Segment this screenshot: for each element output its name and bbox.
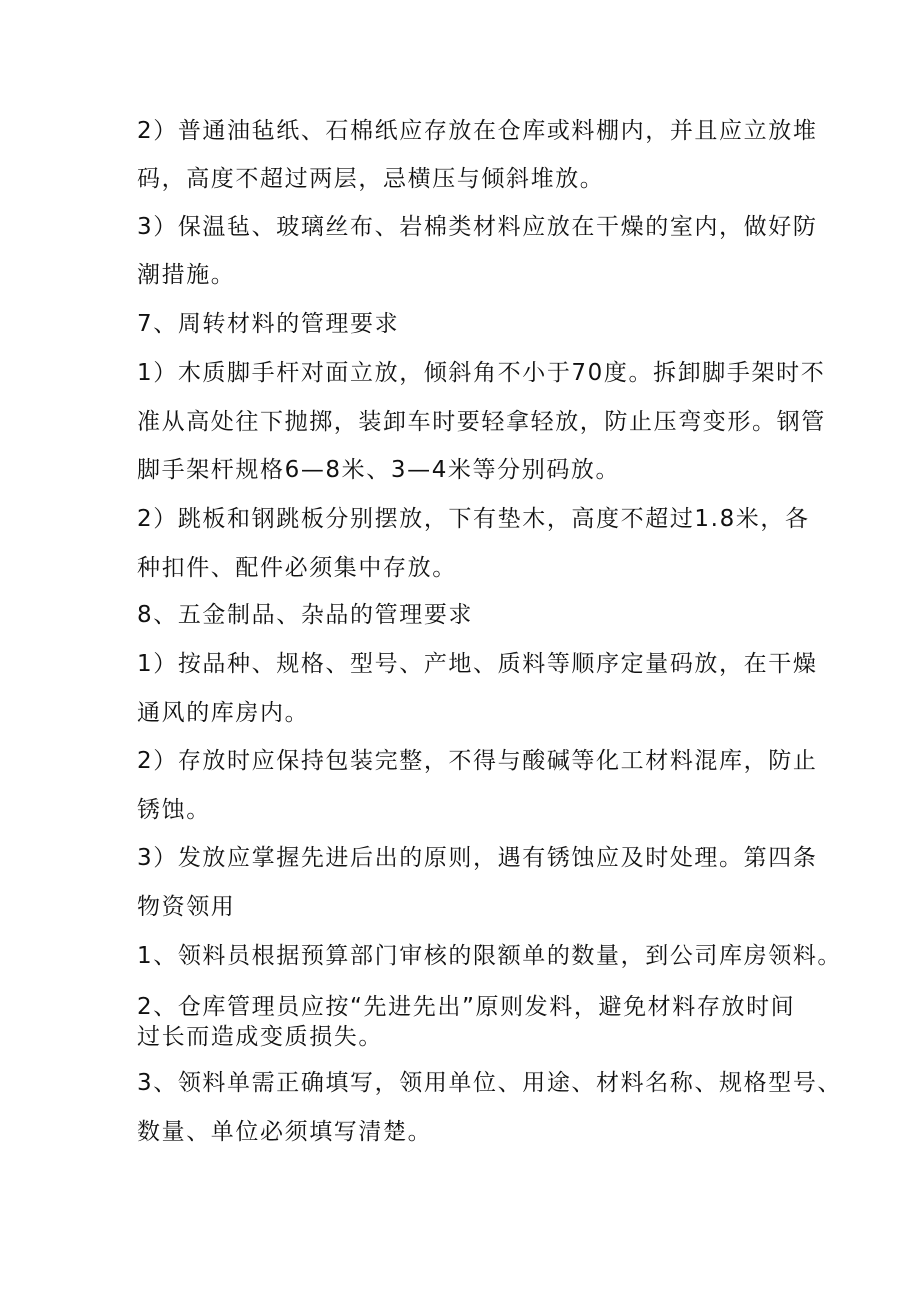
- text-line: 1、领料员根据预算部门审核的限额单的数量，到公司库房领料。: [137, 943, 843, 969]
- text-line: 2）普通油毡纸、石棉纸应存放在仓库或料棚内，并且应立放堆: [137, 118, 818, 144]
- text-line: 1）按品种、规格、型号、产地、质料等顺序定量码放，在干燥: [137, 651, 818, 677]
- text-line: 通风的库房内。: [137, 700, 310, 726]
- text-line: 准从高处往下抛掷，装卸车时要轻拿轻放，防止压弯变形。钢管: [137, 409, 826, 435]
- text-line: 种扣件、配件必须集中存放。: [137, 555, 457, 581]
- section-heading: 8、五金制品、杂品的管理要求: [137, 602, 474, 628]
- text-line: 脚手架杆规格6—8米、3—4米等分别码放。: [137, 457, 621, 483]
- section-heading: 7、周转材料的管理要求: [137, 311, 400, 337]
- text-line: 2）跳板和钢跳板分别摆放，下有垫木，高度不超过1.8米，各: [137, 506, 810, 532]
- section-heading: 物资领用: [137, 894, 236, 920]
- text-line: 锈蚀。: [137, 797, 211, 823]
- text-line: 潮措施。: [137, 262, 236, 288]
- text-line: 2、仓库管理员应按“先进先出”原则发料，避免材料存放时间: [137, 994, 796, 1020]
- text-line: 过长而造成变质损失。: [137, 1024, 383, 1050]
- text-line: 数量、单位必须填写清楚。: [137, 1119, 433, 1145]
- text-line: 3）发放应掌握先进后出的原则，遇有锈蚀应及时处理。第四条: [137, 845, 818, 871]
- text-line: 3）保温毡、玻璃丝布、岩棉类材料应放在干燥的室内，做好防: [137, 214, 818, 240]
- text-line: 2）存放时应保持包装完整，不得与酸碱等化工材料混库，防止: [137, 748, 818, 774]
- text-line: 1）木质脚手杆对面立放，倾斜角不小于70度。拆卸脚手架时不: [137, 360, 826, 386]
- text-line: 3、领料单需正确填写，领用单位、用途、材料名称、规格型号、: [137, 1070, 843, 1096]
- text-line: 码，高度不超过两层，忌横压与倾斜堆放。: [137, 166, 605, 192]
